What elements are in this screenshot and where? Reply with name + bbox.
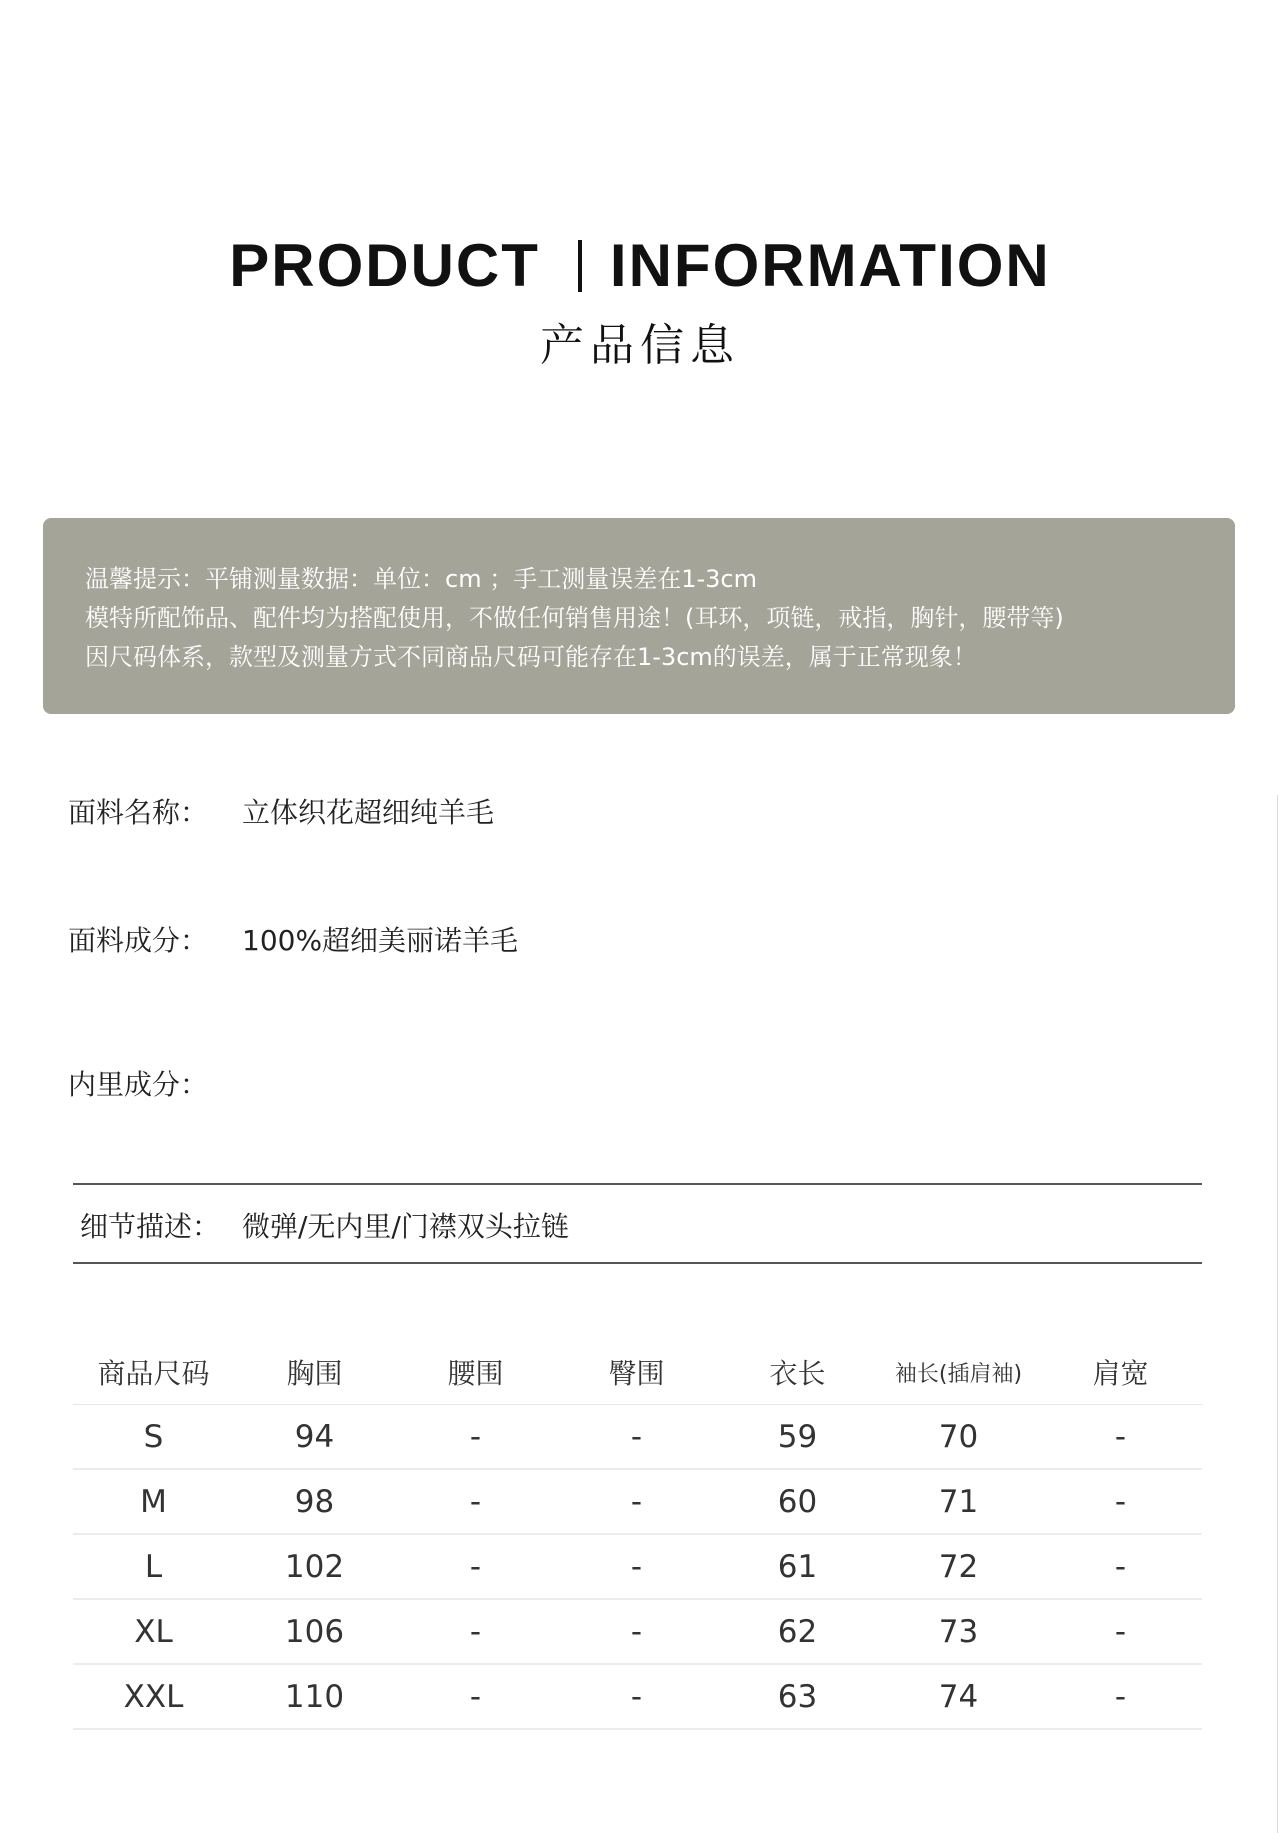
fabric-composition-row (68, 919, 518, 959)
fabric-composition-value: 100%超细美丽诺羊毛 (242, 924, 519, 957)
cell-waist: - (395, 1534, 556, 1599)
header-subtitle: 产品信息 (540, 320, 740, 371)
cell-waist: - (395, 1664, 556, 1729)
cell-sleeve: 73 (878, 1599, 1039, 1664)
cell-size: S (73, 1405, 234, 1470)
notice-line-2: 模特所配饰品、配件均为搭配使用，不做任何销售用途！(耳环，项链，戒指，胸针，腰带等) (85, 604, 1064, 632)
header-size: 商品尺码 (73, 1340, 234, 1405)
header-title-left: PRODUCT (229, 232, 540, 299)
cell-sleeve: 72 (878, 1534, 1039, 1599)
fabric-name-label: 面料名称： (68, 796, 209, 829)
cell-chest: 102 (234, 1534, 395, 1599)
detail-row (80, 1205, 569, 1245)
cell-hip: - (556, 1664, 717, 1729)
header-sleeve: 袖长(插肩袖) (878, 1340, 1039, 1405)
cell-hip: - (556, 1534, 717, 1599)
detail-label: 细节描述： (80, 1210, 221, 1243)
header-title-right: INFORMATION (609, 232, 1051, 299)
notice-box (43, 518, 1235, 714)
header-shoulder: 肩宽 (1039, 1340, 1202, 1405)
cell-sleeve: 70 (878, 1405, 1039, 1470)
right-edge-divider (1277, 795, 1278, 1833)
header-length: 衣长 (717, 1340, 878, 1405)
table-row (73, 1534, 1202, 1599)
table-row (73, 1405, 1202, 1470)
cell-waist: - (395, 1469, 556, 1534)
notice-line-3: 因尺码体系，款型及测量方式不同商品尺码可能存在1-3cm的误差，属于正常现象！ (85, 643, 977, 671)
cell-chest: 94 (234, 1405, 395, 1470)
cell-shoulder: - (1039, 1405, 1202, 1470)
cell-length: 61 (717, 1534, 878, 1599)
cell-chest: 98 (234, 1469, 395, 1534)
header-waist: 腰围 (395, 1340, 556, 1405)
header-title (0, 228, 1280, 304)
size-table (73, 1340, 1202, 1730)
cell-size: XL (73, 1599, 234, 1664)
table-row (73, 1599, 1202, 1664)
cell-sleeve: 74 (878, 1664, 1039, 1729)
cell-chest: 106 (234, 1599, 395, 1664)
lining-composition-label: 内里成分： (68, 1068, 209, 1101)
cell-shoulder: - (1039, 1469, 1202, 1534)
detail-value: 微弹/无内里/门襟双头拉链 (242, 1210, 569, 1243)
detail-bottom-divider (73, 1262, 1202, 1264)
detail-top-divider (73, 1183, 1202, 1185)
cell-shoulder: - (1039, 1534, 1202, 1599)
cell-chest: 110 (234, 1664, 395, 1729)
fabric-composition-label: 面料成分： (68, 924, 209, 957)
cell-length: 60 (717, 1469, 878, 1534)
cell-waist: - (395, 1405, 556, 1470)
cell-length: 59 (717, 1405, 878, 1470)
cell-shoulder: - (1039, 1664, 1202, 1729)
cell-shoulder: - (1039, 1599, 1202, 1664)
notice-text (85, 560, 1064, 677)
cell-hip: - (556, 1469, 717, 1534)
cell-size: M (73, 1469, 234, 1534)
cell-size: XXL (73, 1664, 234, 1729)
fabric-name-value: 立体织花超细纯羊毛 (242, 796, 495, 829)
cell-size: L (73, 1534, 234, 1599)
cell-length: 63 (717, 1664, 878, 1729)
fabric-name-row (68, 791, 494, 831)
header-chest: 胸围 (234, 1340, 395, 1405)
cell-waist: - (395, 1599, 556, 1664)
header-hip: 臀围 (556, 1340, 717, 1405)
notice-line-1: 温馨提示：平铺测量数据：单位：cm ；手工测量误差在1-3cm (85, 565, 757, 593)
table-row (73, 1469, 1202, 1534)
cell-length: 62 (717, 1599, 878, 1664)
cell-sleeve: 71 (878, 1469, 1039, 1534)
header-separator (578, 240, 582, 292)
table-row (73, 1664, 1202, 1729)
size-table-header-row (73, 1340, 1202, 1405)
lining-composition-row (68, 1063, 242, 1103)
cell-hip: - (556, 1599, 717, 1664)
cell-hip: - (556, 1405, 717, 1470)
page-header (0, 228, 1280, 376)
